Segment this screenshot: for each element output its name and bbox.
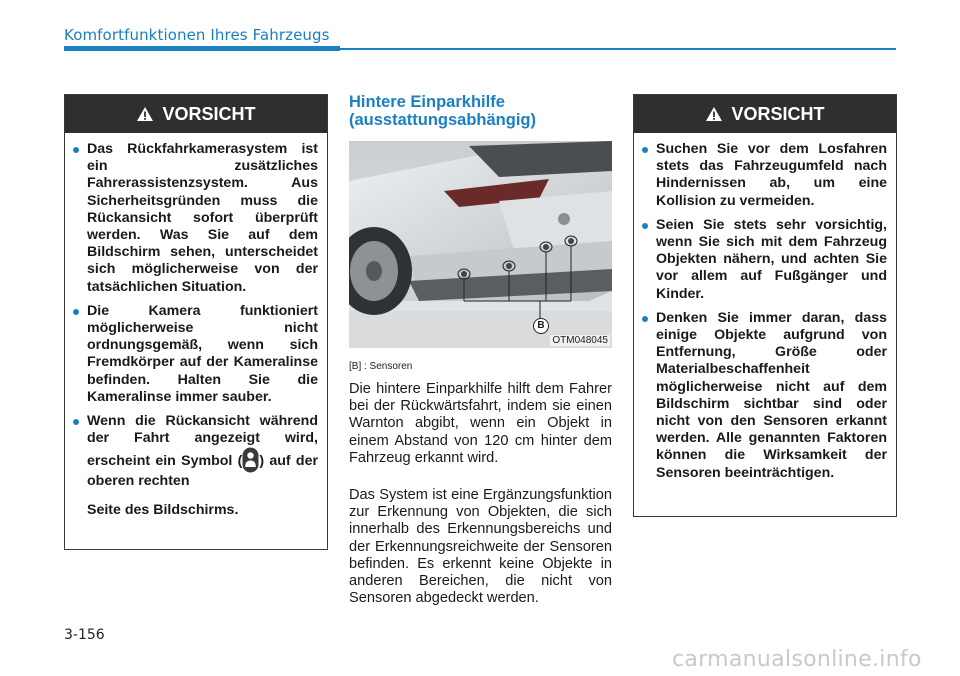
left-caution-item-3-before: Wenn die Rückansicht während der Fahrt angezeigt wird, erscheint ein Symbol ( <box>87 413 318 470</box>
left-caution-item-3 <box>73 413 318 519</box>
left-caution-box <box>64 94 328 550</box>
header-rule-thin <box>340 48 896 50</box>
sensor-label-b: B <box>533 318 549 334</box>
image-code: OTM048045 <box>552 335 608 346</box>
warning-icon <box>136 106 154 122</box>
right-caution-item-2: Seien Sie stets sehr vorsichtig, wenn Sie sich mit dem Fahrzeug Objekten nähern, und achten Sie vor allem auf Fußgänger und Kinder. <box>642 217 887 303</box>
camera-icon <box>242 447 259 473</box>
section-header-title: Komfortfunktionen Ihres Fahrzeugs <box>64 26 330 44</box>
left-caution-item-2: Die Kamera funktioniert möglicherweise nicht ordnungsgemäß, wenn sich Fremdkörper auf der Kameralinse befinden. Halten Sie die Kameralinse immer sauber. <box>73 303 318 406</box>
right-caution-item-1: Suchen Sie vor dem Losfahren stets das Fahrzeugumfeld nach Hindernissen ab, um eine Kollision zu vermeiden. <box>642 141 887 210</box>
left-caution-header <box>65 95 327 133</box>
vehicle-rear-illustration <box>349 141 612 348</box>
paragraph-2: Das System ist eine Ergänzungsfunktion zur Erkennung von Objekten, die sich innerhalb des Erkennungsbereichs und der Erkennungsreichweite der Sensoren befinden. Es erkennt keine Objekte in anderen Bereichen, die nicht von Sensoren abgedeckt werden. <box>349 487 612 607</box>
warning-icon <box>705 106 723 122</box>
header-rule-thick <box>64 46 340 51</box>
image-caption: [B] : Sensoren <box>349 361 413 372</box>
right-caution-box <box>633 94 897 517</box>
paragraph-1: Die hintere Einparkhilfe hilft dem Fahrer bei der Rückwärtsfahrt, indem sie einen Warnton abgibt, wenn ein Objekt in einem Abstand von 120 cm hinter dem Fahrzeug erkannt wird. <box>349 381 612 466</box>
left-caution-item-3-end: Seite des Bildschirms. <box>87 501 239 518</box>
right-caution-body <box>634 133 896 499</box>
watermark: carmanualsonline.info <box>672 647 922 672</box>
left-caution-heading: VORSICHT <box>162 103 256 124</box>
right-caution-heading: VORSICHT <box>731 103 825 124</box>
right-caution-header <box>634 95 896 133</box>
section-title-line-2: (ausstattungsabhängig) <box>349 110 537 129</box>
left-caution-body <box>65 133 327 536</box>
rear-sensor-photo <box>349 141 612 348</box>
left-caution-item-1: Das Rückfahrkamerasystem ist ein zusätzliches Fahrerassistenzsystem. Aus Sicherheitsgründen muss die Rückansicht sofort überprüft werden. Was Sie auf dem Bildschirm sehen, unterscheidet sich möglicherweise von der tatsächlichen Situation. <box>73 141 318 296</box>
section-title <box>349 94 536 129</box>
page-number: 3-156 <box>64 627 105 643</box>
left-caution-item-3-after: ) auf der oberen rechten <box>87 453 319 490</box>
right-caution-item-3: Denken Sie immer daran, dass einige Objekte aufgrund von Entfernung, Größe oder Materialbeschaffenheit möglicherweise nicht auf dem Bildschirm sichtbar sind oder nicht von den Sensoren erkannt werden. Alle genannten Faktoren können die Wirksamkeit der Sensoren beeinträchtigen. <box>642 310 887 482</box>
section-title-line-1: Hintere Einparkhilfe <box>349 93 505 111</box>
